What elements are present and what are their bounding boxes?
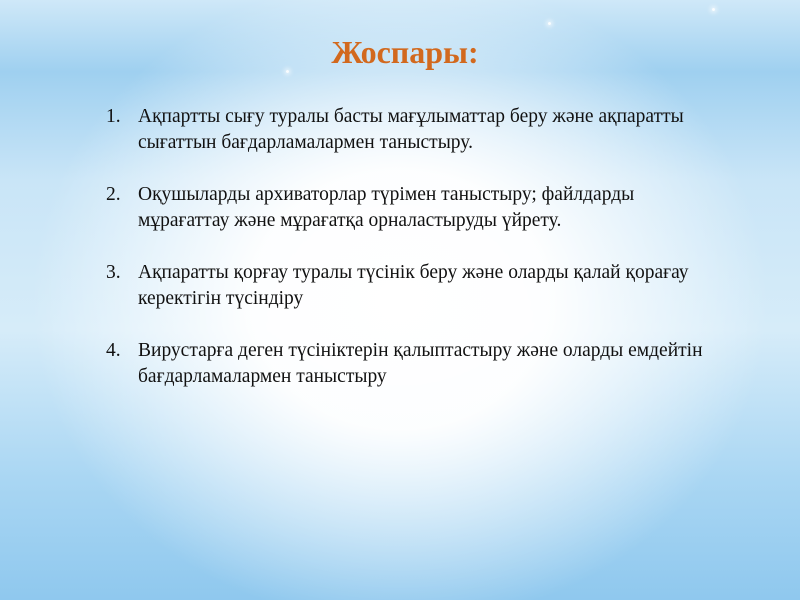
- list-item-text: Ақпаратты қорғау туралы түсінік беру және оларды қалай қорағау керектігін түсіндіру: [138, 262, 689, 309]
- list-item: [106, 338, 706, 390]
- list-item-text: Оқушыларды архиваторлар түрімен таныстыру; файлдарды мұрағаттау және мұрағатқа орналастыруды үйрету.: [138, 184, 635, 231]
- list-item-number: 4.: [106, 340, 121, 361]
- list-item: [106, 104, 706, 156]
- list-item-text: Ақпартты сығу туралы басты мағұлыматтар беру және ақпаратты сығаттын бағдарламалармен таныстыру.: [138, 106, 684, 153]
- list-item-number: 2.: [106, 184, 121, 205]
- slide-title: Жоспары:: [331, 34, 479, 70]
- list-item-text: Вирустарға деген түсініктерін қалыптастыру және оларды емдейтін бағдарламалармен таныстыру: [138, 340, 703, 387]
- plan-list: [106, 104, 706, 416]
- list-item: [106, 260, 706, 312]
- sparkle-decoration: [548, 22, 551, 25]
- sparkle-decoration: [712, 8, 715, 11]
- list-item-number: 3.: [106, 262, 121, 283]
- list-item-number: 1.: [106, 106, 121, 127]
- list-item: [106, 182, 706, 234]
